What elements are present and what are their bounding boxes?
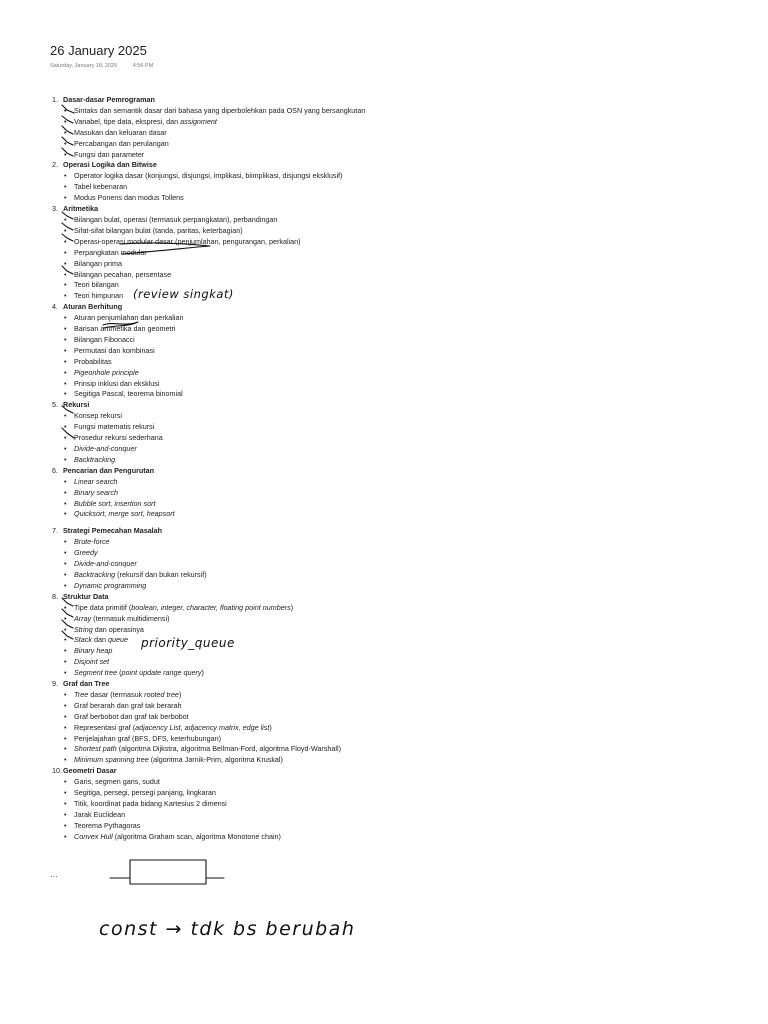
section-number: 5. xyxy=(52,400,58,410)
ellipsis-marker: … xyxy=(50,870,58,879)
list-item-text: Tabel kebenaran xyxy=(74,182,128,192)
list-item-text: Dynamic programming xyxy=(74,580,147,590)
list-item-text: point update range query xyxy=(121,668,202,678)
list-item xyxy=(63,614,752,625)
section-heading xyxy=(52,160,752,171)
list-item-text: Brute-force xyxy=(74,537,110,547)
list-item-text: Graf berarah dan graf tak berarah xyxy=(74,700,182,710)
section-title: Geometri Dasar xyxy=(63,766,117,776)
outline-section xyxy=(52,526,752,591)
section-heading xyxy=(52,400,752,411)
section-title: Rekursi xyxy=(63,400,90,410)
list-item-text: Operator logika dasar (konjungsi, disjungsi, implikasi, biimplikasi, disjungsi eksklusif) xyxy=(74,171,343,181)
list-item-text: Percabangan dan perulangan xyxy=(74,138,169,148)
section-heading xyxy=(52,95,752,106)
syllabus-outline xyxy=(52,95,752,843)
list-item-text: Variabel, tipe data, ekspresi, dan xyxy=(74,116,181,126)
list-item xyxy=(63,788,752,799)
list-item xyxy=(63,777,752,788)
handwritten-review-note: (review singkat) xyxy=(133,287,234,301)
list-item-text: Tree xyxy=(74,689,89,699)
list-item-text: queue xyxy=(107,635,128,645)
list-item xyxy=(63,226,752,237)
list-item-text: boolean, integer, character, floating point numbers xyxy=(131,602,291,612)
list-item-text: Fungsi matematis rekursi xyxy=(74,422,155,432)
list-item xyxy=(63,237,752,248)
list-item xyxy=(63,537,752,548)
handdrawn-box xyxy=(110,860,224,884)
list-item xyxy=(63,150,752,161)
list-item-text: assignment xyxy=(180,116,217,126)
list-item xyxy=(63,581,752,592)
section-title: Dasar-dasar Pemrograman xyxy=(63,95,155,104)
list-item-text: rooted tree xyxy=(144,689,179,699)
list-item xyxy=(63,668,752,679)
list-item xyxy=(63,313,752,324)
list-item-text: dan xyxy=(91,635,108,645)
list-item xyxy=(63,755,752,766)
list-item xyxy=(63,548,752,559)
list-item xyxy=(63,324,752,335)
list-item-text: Segment tree xyxy=(74,668,118,678)
section-title: Aritmetika xyxy=(63,204,99,214)
list-item-text: Probabilitas xyxy=(74,356,112,366)
list-item xyxy=(63,832,752,843)
outline-section xyxy=(52,766,752,842)
list-item-text: Binary heap xyxy=(74,646,113,656)
list-item-text: Masukan dan keluaran dasar xyxy=(74,127,167,137)
section-number: 6. xyxy=(52,465,58,475)
list-item-text: Aturan penjumlahan dan perkalian xyxy=(74,313,184,323)
list-item-text: Backtracking xyxy=(74,454,116,464)
handwritten-const-note: const → tdk bs berubah xyxy=(99,918,356,940)
section-heading xyxy=(52,592,752,603)
list-item-text: (rekursif dan bukan rekursif) xyxy=(115,569,207,579)
list-item-text: adjacency List, adjacency matrix, edge list xyxy=(135,722,270,732)
list-item-text: Bilangan bulat, operasi (termasuk perpangkatan), perbandingan xyxy=(74,214,278,224)
list-item xyxy=(63,139,752,150)
list-item-text: Segitiga Pascal, teorema binomial xyxy=(74,389,183,399)
outline-section xyxy=(52,160,752,204)
list-item-text: Divide-and-conquer xyxy=(74,444,137,453)
list-item xyxy=(63,701,752,712)
list-item xyxy=(63,171,752,182)
list-item-text: Minimum spanning tree xyxy=(74,755,149,765)
section-items xyxy=(52,106,752,161)
list-item xyxy=(63,270,752,281)
list-item-text: Barisan aritmetika dan geometri xyxy=(74,324,176,334)
list-item-text: Segitiga, persegi, persegi panjang, lingkaran xyxy=(74,788,216,798)
list-item xyxy=(63,509,752,520)
list-item xyxy=(63,182,752,193)
list-item xyxy=(63,248,752,259)
section-number: 7. xyxy=(52,526,58,536)
section-items xyxy=(52,313,752,400)
list-item xyxy=(63,411,752,422)
section-title: Operasi Logika dan Bitwise xyxy=(63,160,157,170)
list-item-text: Bubble sort, insertion sort xyxy=(74,498,156,508)
list-item-text: Teori bilangan xyxy=(74,280,119,290)
list-item xyxy=(63,128,752,139)
page-time: 4:56 PM xyxy=(132,63,154,69)
list-item-text: Stack xyxy=(74,635,92,645)
outline-section xyxy=(52,466,752,521)
list-item xyxy=(63,117,752,128)
list-item-text: ( xyxy=(117,668,122,678)
list-item xyxy=(63,488,752,499)
list-item-text: (algoritma Dijkstra, algoritma Bellman-Ford, algoritma Floyd-Warshall) xyxy=(116,744,341,754)
list-item-text: Modus Ponens dan modus Tollens xyxy=(74,193,184,203)
outline-section xyxy=(52,679,752,766)
list-item-text: ) xyxy=(269,722,272,732)
list-item xyxy=(63,477,752,488)
list-item xyxy=(63,657,752,668)
list-item-text: Teori himpunan xyxy=(74,291,124,301)
section-items xyxy=(52,477,752,521)
list-item-text: Perpangkatan modular xyxy=(74,247,147,257)
section-heading xyxy=(52,679,752,690)
list-item xyxy=(63,603,752,614)
section-number: 10. xyxy=(52,766,62,776)
list-item-text: Fungsi dan parameter xyxy=(74,149,145,159)
list-item xyxy=(63,744,752,755)
list-item-text: Teorema Pythagoras xyxy=(74,820,141,830)
list-item xyxy=(63,570,752,581)
list-item-text: Sintaks dan semantik dasar dari bahasa yang diperbolehkan pada OSN yang bersangkutan xyxy=(74,105,366,115)
list-item-text: ) xyxy=(178,689,182,699)
page-meta xyxy=(50,63,153,69)
section-title: Strategi Pemecahan Masalah xyxy=(63,526,163,536)
list-item xyxy=(63,215,752,226)
list-item-text: Garis, segmen garis, sudut xyxy=(74,777,160,787)
list-item xyxy=(63,389,752,400)
outline-section xyxy=(52,400,752,465)
list-item-text: (algoritma Jarnik-Prim, algoritma Kruskal) xyxy=(148,755,283,765)
list-item-text: Representasi graf ( xyxy=(74,722,136,732)
page-date: Saturday, January 18, 2025 xyxy=(50,63,118,69)
list-item xyxy=(63,499,752,510)
list-item-text: Permutasi dan kombinasi xyxy=(74,345,155,355)
section-items xyxy=(52,690,752,766)
list-item xyxy=(63,368,752,379)
section-title: Struktur Data xyxy=(63,591,109,601)
section-number: 4. xyxy=(52,302,58,312)
handwritten-priority-queue-note: priority_queue xyxy=(141,636,235,650)
section-items xyxy=(52,777,752,842)
list-item xyxy=(63,346,752,357)
list-item xyxy=(63,444,752,455)
list-item-text: (algoritma Graham scan, algoritma Monotone chain) xyxy=(112,831,281,841)
list-item-text: Divide-and-conquer xyxy=(74,559,137,569)
section-heading xyxy=(52,766,752,777)
list-item xyxy=(63,625,752,636)
list-item-text: Pigeonhole principle xyxy=(74,367,139,377)
outline-section xyxy=(52,302,752,400)
list-item xyxy=(63,379,752,390)
list-item-text: Bilangan pecahan, persentase xyxy=(74,269,172,279)
list-item xyxy=(63,799,752,810)
list-item xyxy=(63,259,752,270)
section-number: 3. xyxy=(52,204,58,214)
list-item xyxy=(63,335,752,346)
list-item xyxy=(63,821,752,832)
section-number: 8. xyxy=(52,591,58,601)
list-item xyxy=(63,712,752,723)
list-item-text: Operasi-operasi modular dasar (penjumlahan, pengurangan, perkalian) xyxy=(74,236,301,246)
list-item xyxy=(63,810,752,821)
list-item-text: (termasuk multidimensi) xyxy=(91,613,170,623)
section-items xyxy=(52,537,752,592)
section-number: 9. xyxy=(52,679,58,689)
section-heading xyxy=(52,526,752,537)
section-items xyxy=(52,171,752,204)
page-title: 26 January 2025 xyxy=(50,43,147,58)
section-title: Pencarian dan Pengurutan xyxy=(63,465,155,475)
list-item-text: String xyxy=(74,624,93,634)
section-number: 1. xyxy=(52,95,58,104)
list-item-text: ) xyxy=(290,602,294,612)
section-title: Graf dan Tree xyxy=(63,679,110,689)
list-item-text: Linear search xyxy=(74,476,118,486)
list-item xyxy=(63,559,752,570)
list-item-text: Shortest path xyxy=(74,744,117,754)
list-item-text: Greedy xyxy=(74,548,98,558)
list-item xyxy=(63,690,752,701)
list-item xyxy=(63,723,752,734)
list-item-text: Penjelajahan graf (BFS, DFS, keterhubungan) xyxy=(74,733,222,743)
list-item xyxy=(63,357,752,368)
list-item-text: Quicksort, merge sort, heapsort xyxy=(74,509,175,519)
section-heading xyxy=(52,204,752,215)
list-item-text: dasar (termasuk xyxy=(88,689,145,699)
list-item xyxy=(63,193,752,204)
list-item-text: Bilangan prima xyxy=(74,258,122,268)
section-heading xyxy=(52,302,752,313)
list-item-text: Prinsip inklusi dan eksklusi xyxy=(74,378,160,388)
list-item-text: Convex Hull xyxy=(74,831,113,841)
list-item-text: Binary search xyxy=(74,487,118,497)
list-item-text: Bilangan Fibonacci xyxy=(74,334,135,344)
list-item-text: Disjoint set xyxy=(74,657,110,667)
section-items xyxy=(52,411,752,466)
list-item xyxy=(63,422,752,433)
list-item-text: Backtracking xyxy=(74,569,116,579)
list-item xyxy=(63,106,752,117)
outline-section xyxy=(52,95,752,160)
list-item-text: Sifat-sifat bilangan bulat (tanda, paritas, keterbagian) xyxy=(74,225,243,235)
list-item-text: dan operasinya xyxy=(92,624,144,634)
section-number: 2. xyxy=(52,160,58,170)
list-item-text: ) xyxy=(201,668,204,678)
list-item xyxy=(63,455,752,466)
list-item-text: Array xyxy=(74,613,92,623)
list-item xyxy=(63,433,752,444)
list-item-text: Konsep rekursi xyxy=(74,411,122,421)
section-title: Aturan Berhitung xyxy=(63,302,123,312)
list-item-text: Titik, koordinat pada bidang Kartesius 2 dimensi xyxy=(74,799,227,808)
list-item xyxy=(63,734,752,745)
section-heading xyxy=(52,466,752,477)
list-item-text: Graf berbobot dan graf tak berbobot xyxy=(74,711,189,721)
list-item-text: Tipe data primitif ( xyxy=(74,602,132,612)
list-item-text: Prosedur rekursi sederhana xyxy=(74,433,163,443)
list-item-text: Jarak Euclidean xyxy=(74,809,126,819)
